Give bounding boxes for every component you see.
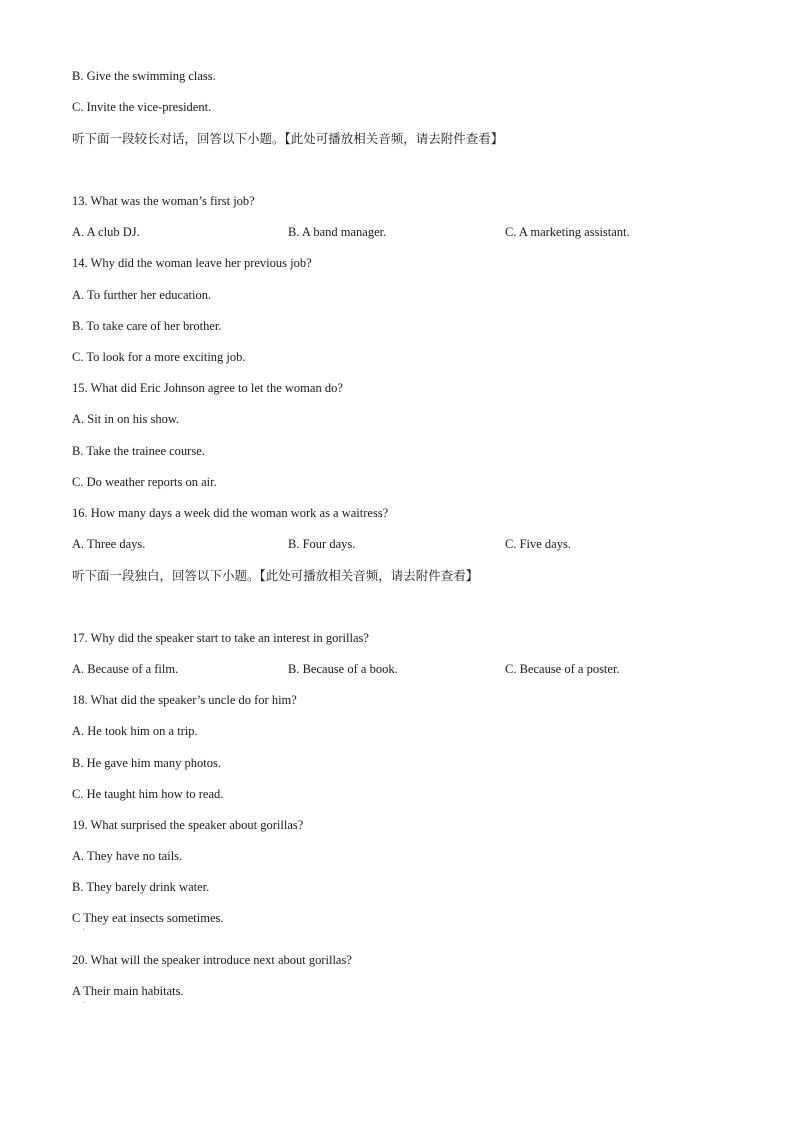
option-b: B. A band manager. bbox=[288, 225, 387, 239]
question-15-option-c: C. Do weather reports on air. bbox=[72, 475, 217, 489]
question-20-option-a: A Their main habitats. bbox=[72, 984, 184, 998]
option-c: C. A marketing assistant. bbox=[505, 225, 630, 239]
option-a: A. Because of a film. bbox=[72, 662, 179, 676]
question-13: 13. What was the woman’s first job? bbox=[72, 194, 255, 208]
question-19-option-c: C They eat insects sometimes. bbox=[72, 911, 224, 925]
question-14-option-c: C. To look for a more exciting job. bbox=[72, 350, 246, 364]
question-18: 18. What did the speaker’s uncle do for him? bbox=[72, 693, 297, 707]
question-14: 14. Why did the woman leave her previous job? bbox=[72, 256, 312, 270]
question-16: 16. How many days a week did the woman work as a waitress? bbox=[72, 506, 389, 520]
option-a: A. Three days. bbox=[72, 537, 146, 551]
question-17: 17. Why did the speaker start to take an interest in gorillas? bbox=[72, 631, 369, 645]
subscript-dot-mark: ˙ bbox=[82, 1000, 85, 1009]
question-19: 19. What surprised the speaker about gorillas? bbox=[72, 818, 304, 832]
section-instruction-monologue: 听下面一段独白，回答以下小题。【此处可播放相关音频，请去附件查看】 bbox=[72, 568, 479, 583]
question-14-option-b: B. To take care of her brother. bbox=[72, 319, 222, 333]
question-18-option-b: B. He gave him many photos. bbox=[72, 756, 221, 770]
option-a: A. A club DJ. bbox=[72, 225, 140, 239]
question-18-option-c: C. He taught him how to read. bbox=[72, 787, 224, 801]
section-instruction-dialogue: 听下面一段较长对话，回答以下小题。【此处可播放相关音频，请去附件查看】 bbox=[72, 131, 504, 146]
question-19-option-a: A. They have no tails. bbox=[72, 849, 183, 863]
option-b-swimming-class: B. Give the swimming class. bbox=[72, 69, 216, 83]
question-15-option-a: A. Sit in on his show. bbox=[72, 412, 180, 426]
option-b: B. Four days. bbox=[288, 537, 356, 551]
question-14-option-a: A. To further her education. bbox=[72, 288, 212, 302]
option-b: B. Because of a book. bbox=[288, 662, 398, 676]
question-20: 20. What will the speaker introduce next about gorillas? bbox=[72, 953, 352, 967]
question-15: 15. What did Eric Johnson agree to let the woman do? bbox=[72, 381, 343, 395]
question-15-option-b: B. Take the trainee course. bbox=[72, 444, 205, 458]
option-c: C. Because of a poster. bbox=[505, 662, 620, 676]
option-c: C. Five days. bbox=[505, 537, 571, 551]
question-18-option-a: A. He took him on a trip. bbox=[72, 724, 198, 738]
subscript-dot-mark: ˙ bbox=[82, 927, 85, 936]
option-c-invite-vice-president: C. Invite the vice-president. bbox=[72, 100, 212, 114]
question-19-option-b: B. They barely drink water. bbox=[72, 880, 210, 894]
